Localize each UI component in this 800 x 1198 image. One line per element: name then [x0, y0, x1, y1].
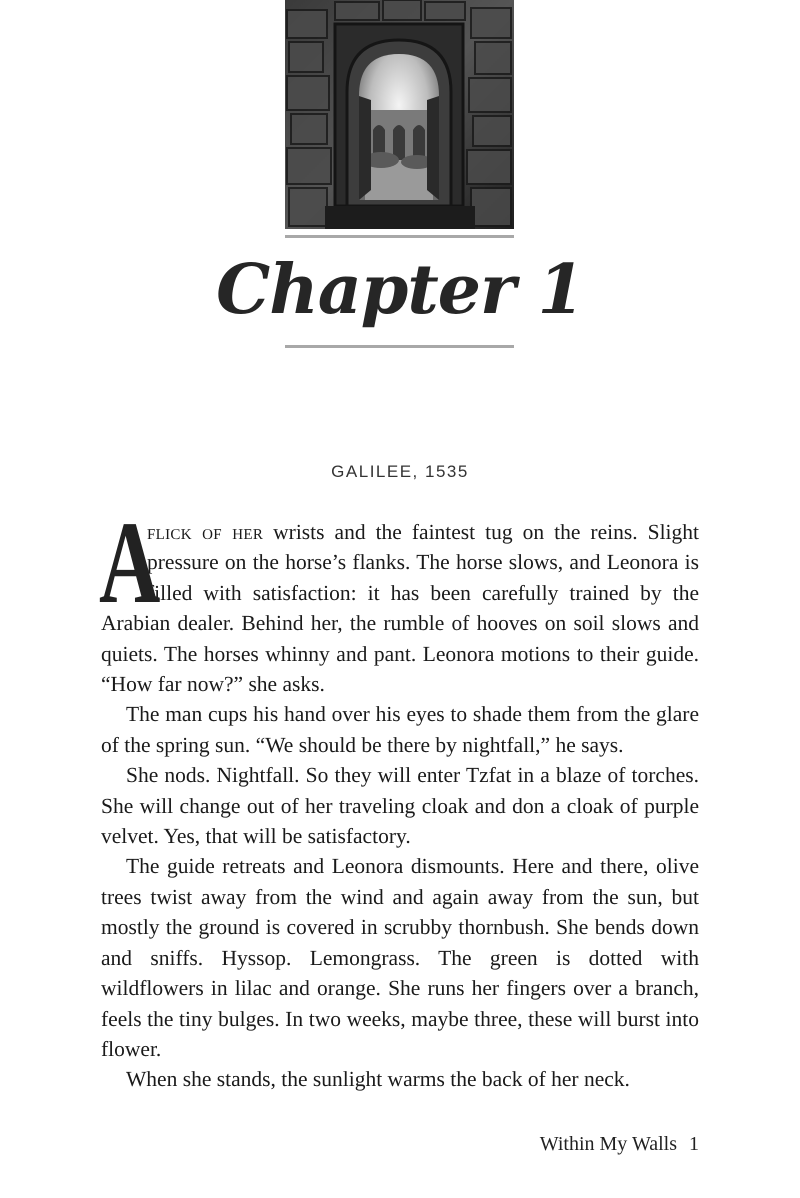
paragraph: She nods. Nightfall. So they will enter Tzfat in a blaze of torches. She will change out of her traveling cloak and don a cloak of purple velvet. Yes, that will be satisfactory.	[101, 763, 699, 849]
chapter-title: Chapter 1	[216, 250, 584, 330]
bottom-rule	[285, 345, 514, 348]
lead-in: flick of her	[147, 520, 264, 544]
stone-archway-illustration	[285, 0, 514, 229]
running-footer	[540, 1133, 699, 1156]
paragraph: The guide retreats and Leonora dismounts. Here and there, olive trees twist away from the wind and again away from the sun, but mostly the ground is covered in scrubby thornbush. She bends down and sniffs. Hyssop. Lemongrass. The green is dotted with wildflowers in lilac and orange. She runs her fingers over a branch, feels the tiny bulges. In two weeks, maybe three, these will burst into flower.	[101, 854, 699, 1061]
drop-cap: A	[99, 497, 161, 628]
book-title: Within My Walls	[539, 1133, 677, 1155]
top-rule	[285, 235, 514, 238]
paragraph: The man cups his hand over his eyes to shade them from the glare of the spring sun. “We should be there by nightfall,” he says.	[101, 702, 699, 757]
page-number: 1	[689, 1133, 699, 1155]
paragraph	[99, 497, 699, 699]
chapter-location: GALILEE, 1535	[331, 462, 469, 481]
body-text	[99, 497, 699, 1095]
paragraph-text: wrists and the faintest tug on the reins. Slight pressure on the horse’s flanks. The horse slows, and Leonora is filled with satisfaction: it has been carefully trained by the Arabian dealer. Behind her, the rumble of hooves on soil slows and quiets. The horses whinny and pant. Leonora motions to their guide. “How far now?” she asks.	[101, 520, 699, 697]
paragraph: When she stands, the sunlight warms the back of her neck.	[126, 1067, 630, 1092]
chapter-illustration	[285, 0, 514, 229]
